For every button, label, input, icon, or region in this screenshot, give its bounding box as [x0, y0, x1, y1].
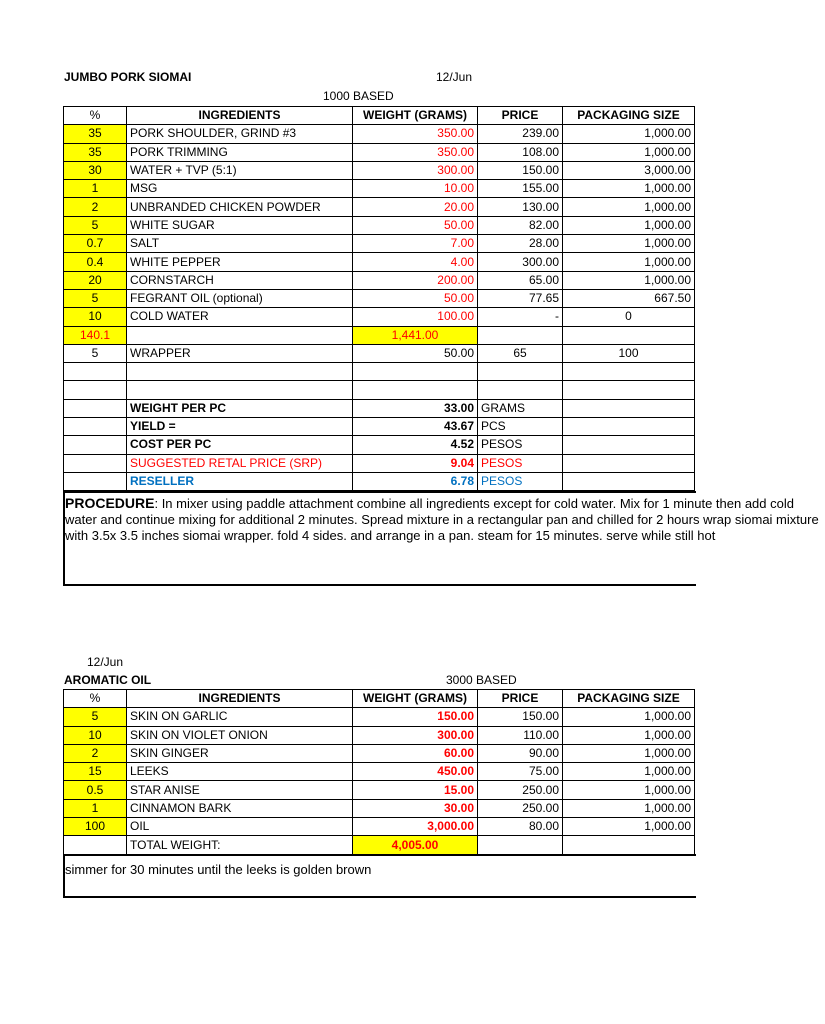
procedure-text: : In mixer using paddle attachment combine all ingredients except for cold water. Mix for 1 minute then add cold water and continue mixing for additional 2 minutes. Spread mixture in a rectangular pan and chilled for 2 hours wrap siomai mixture with 3.5x 3.5 inches siomai wrapper. fold 4 sides. and arrange in a pan. steam for 15 minutes. serve while still hot — [65, 496, 819, 543]
empty-cell[interactable] — [64, 381, 127, 399]
packaging-cell[interactable]: 1,000.00 — [563, 143, 695, 161]
header-weight[interactable]: WEIGHT (GRAMS) — [353, 107, 478, 125]
wrapper-weight-cell[interactable]: 50.00 — [353, 344, 478, 362]
ingredient-row — [64, 143, 695, 161]
ingredient-row — [64, 763, 695, 781]
ingredient-row — [64, 125, 695, 143]
empty-cell[interactable] — [563, 472, 695, 490]
pct-cell[interactable]: 10 — [64, 308, 127, 326]
packaging-cell[interactable]: 1,000.00 — [563, 708, 695, 726]
summary-value-cell[interactable]: 6.78 — [353, 472, 478, 490]
empty-cell[interactable] — [563, 836, 695, 854]
header-ingredients[interactable]: INGREDIENTS — [127, 107, 353, 125]
price-cell[interactable]: 90.00 — [478, 744, 563, 762]
ingredient-name-cell[interactable]: WHITE PEPPER — [127, 253, 353, 271]
ingredient-row — [64, 253, 695, 271]
packaging-cell[interactable]: 1,000.00 — [563, 216, 695, 234]
price-cell[interactable]: 75.00 — [478, 763, 563, 781]
pct-cell[interactable]: 1 — [64, 180, 127, 198]
aromatic-date: 12/Jun — [87, 655, 124, 669]
ingredient-row — [64, 708, 695, 726]
price-cell[interactable]: 239.00 — [478, 125, 563, 143]
summary-label-cell[interactable]: RESELLER — [127, 472, 353, 490]
ingredient-row — [64, 308, 695, 326]
packaging-cell[interactable]: 1,000.00 — [563, 763, 695, 781]
empty-cell[interactable] — [127, 326, 353, 344]
header-packaging[interactable]: PACKAGING SIZE — [563, 107, 695, 125]
summary-value-cell[interactable]: 9.04 — [353, 454, 478, 472]
pct-cell[interactable]: 10 — [64, 726, 127, 744]
weight-cell[interactable]: 450.00 — [353, 763, 478, 781]
pct-cell[interactable]: 5 — [64, 289, 127, 307]
siomai-procedure-box — [63, 491, 819, 586]
empty-cell[interactable] — [478, 836, 563, 854]
wrapper-name-cell[interactable]: WRAPPER — [127, 344, 353, 362]
header-pct[interactable]: % — [64, 690, 127, 708]
summary-label-cell[interactable]: SUGGESTED RETAL PRICE (SRP) — [127, 454, 353, 472]
empty-cell[interactable] — [353, 381, 478, 399]
empty-cell[interactable] — [563, 399, 695, 417]
pct-cell[interactable]: 20 — [64, 271, 127, 289]
empty-cell[interactable] — [563, 381, 695, 399]
recipe-title: JUMBO PORK SIOMAI — [64, 70, 192, 84]
summary-unit-cell[interactable]: GRAMS — [478, 399, 563, 417]
ingredient-row — [64, 781, 695, 799]
empty-cell[interactable] — [563, 363, 695, 381]
price-cell[interactable]: 80.00 — [478, 818, 563, 836]
header-pct[interactable]: % — [64, 107, 127, 125]
header-weight[interactable]: WEIGHT (GRAMS) — [353, 690, 478, 708]
empty-cell[interactable] — [563, 454, 695, 472]
summary-label-cell[interactable]: WEIGHT PER PC — [127, 399, 353, 417]
pct-cell[interactable]: 0.4 — [64, 253, 127, 271]
ingredient-name-cell[interactable]: UNBRANDED CHICKEN POWDER — [127, 198, 353, 216]
pct-cell[interactable]: 15 — [64, 763, 127, 781]
price-cell[interactable]: 28.00 — [478, 235, 563, 253]
price-cell[interactable]: 108.00 — [478, 143, 563, 161]
pct-cell[interactable]: 2 — [64, 744, 127, 762]
empty-cell[interactable] — [64, 472, 127, 490]
header-ingredients[interactable]: INGREDIENTS — [127, 690, 353, 708]
ingredient-name-cell[interactable]: OIL — [127, 818, 353, 836]
procedure-text: simmer for 30 minutes until the leeks is golden brown — [65, 862, 372, 877]
weight-cell[interactable]: 3,000.00 — [353, 818, 478, 836]
total-weight-cell[interactable]: 4,005.00 — [353, 836, 478, 854]
ingredient-name-cell[interactable]: PORK SHOULDER, GRIND #3 — [127, 125, 353, 143]
ingredient-row — [64, 235, 695, 253]
weight-cell[interactable]: 15.00 — [353, 781, 478, 799]
price-cell[interactable]: - — [478, 308, 563, 326]
price-cell[interactable]: 250.00 — [478, 781, 563, 799]
summary-label-cell[interactable]: COST PER PC — [127, 436, 353, 454]
price-cell[interactable]: 150.00 — [478, 161, 563, 179]
wrapper-pct-cell[interactable]: 5 — [64, 344, 127, 362]
price-cell[interactable]: 65.00 — [478, 271, 563, 289]
wrapper-pack-cell[interactable]: 100 — [563, 344, 695, 362]
pct-cell[interactable]: 5 — [64, 708, 127, 726]
weight-cell[interactable]: 100.00 — [353, 308, 478, 326]
summary-row — [64, 399, 695, 417]
pct-cell[interactable]: 0.7 — [64, 235, 127, 253]
ingredient-name-cell[interactable]: SKIN ON GARLIC — [127, 708, 353, 726]
weight-cell[interactable]: 300.00 — [353, 161, 478, 179]
empty-cell[interactable] — [478, 381, 563, 399]
weight-cell[interactable]: 20.00 — [353, 198, 478, 216]
header-packaging[interactable]: PACKAGING SIZE — [563, 690, 695, 708]
weight-cell[interactable]: 7.00 — [353, 235, 478, 253]
packaging-cell[interactable]: 1,000.00 — [563, 744, 695, 762]
ingredient-name-cell[interactable]: WHITE SUGAR — [127, 216, 353, 234]
weight-cell[interactable]: 300.00 — [353, 726, 478, 744]
price-cell[interactable]: 130.00 — [478, 198, 563, 216]
ingredient-name-cell[interactable]: FEGRANT OIL (optional) — [127, 289, 353, 307]
packaging-cell[interactable]: 1,000.00 — [563, 726, 695, 744]
ingredient-row — [64, 799, 695, 817]
aromatic-title: AROMATIC OIL — [64, 673, 152, 687]
ingredient-row — [64, 198, 695, 216]
blank-row — [64, 381, 695, 399]
wrapper-row — [64, 344, 695, 362]
ingredient-name-cell[interactable]: WATER + TVP (5:1) — [127, 161, 353, 179]
packaging-cell[interactable]: 3,000.00 — [563, 161, 695, 179]
pct-cell[interactable]: 2 — [64, 198, 127, 216]
ingredient-name-cell[interactable]: SKIN ON VIOLET ONION — [127, 726, 353, 744]
wrapper-price-cell[interactable]: 65 — [478, 344, 563, 362]
recipe-date: 12/Jun — [436, 70, 473, 84]
summary-value-cell[interactable]: 43.67 — [353, 418, 478, 436]
table-header-row — [64, 107, 695, 125]
empty-cell[interactable] — [64, 399, 127, 417]
summary-unit-cell[interactable]: PCS — [478, 418, 563, 436]
empty-cell[interactable] — [563, 418, 695, 436]
packaging-cell[interactable]: 1,000.00 — [563, 271, 695, 289]
pct-cell[interactable]: 35 — [64, 125, 127, 143]
weight-cell[interactable]: 350.00 — [353, 125, 478, 143]
weight-cell[interactable]: 50.00 — [353, 289, 478, 307]
empty-cell[interactable] — [127, 381, 353, 399]
ingredient-row — [64, 726, 695, 744]
empty-cell[interactable] — [563, 326, 695, 344]
empty-cell[interactable] — [353, 363, 478, 381]
header-price[interactable]: PRICE — [478, 690, 563, 708]
ingredient-name-cell[interactable]: CINNAMON BARK — [127, 799, 353, 817]
aromatic-ingredients-table — [63, 689, 695, 855]
weight-cell[interactable]: 150.00 — [353, 708, 478, 726]
pct-cell[interactable]: 0.5 — [64, 781, 127, 799]
packaging-cell[interactable]: 0 — [563, 308, 695, 326]
pct-cell[interactable]: 1 — [64, 799, 127, 817]
total-row — [64, 326, 695, 344]
ingredient-row — [64, 216, 695, 234]
empty-cell[interactable] — [563, 436, 695, 454]
empty-cell[interactable] — [127, 363, 353, 381]
weight-cell[interactable]: 50.00 — [353, 216, 478, 234]
total-pct-cell[interactable]: 140.1 — [64, 326, 127, 344]
summary-value-cell[interactable]: 33.00 — [353, 399, 478, 417]
summary-unit-cell[interactable]: PESOS — [478, 454, 563, 472]
pct-cell[interactable]: 30 — [64, 161, 127, 179]
recipe-basis: 1000 BASED — [323, 89, 394, 103]
ingredient-row — [64, 180, 695, 198]
empty-cell[interactable] — [64, 436, 127, 454]
weight-cell[interactable]: 60.00 — [353, 744, 478, 762]
ingredient-row — [64, 271, 695, 289]
empty-cell[interactable] — [64, 836, 127, 854]
empty-cell[interactable] — [478, 326, 563, 344]
weight-cell[interactable]: 350.00 — [353, 143, 478, 161]
pct-cell[interactable]: 100 — [64, 818, 127, 836]
price-cell[interactable]: 110.00 — [478, 726, 563, 744]
packaging-cell[interactable]: 1,000.00 — [563, 180, 695, 198]
ingredient-name-cell[interactable]: PORK TRIMMING — [127, 143, 353, 161]
packaging-cell[interactable]: 1,000.00 — [563, 799, 695, 817]
summary-unit-cell[interactable]: PESOS — [478, 472, 563, 490]
ingredient-row — [64, 818, 695, 836]
pct-cell[interactable]: 35 — [64, 143, 127, 161]
summary-row — [64, 418, 695, 436]
packaging-cell[interactable]: 667.50 — [563, 289, 695, 307]
ingredient-row — [64, 161, 695, 179]
summary-unit-cell[interactable]: PESOS — [478, 436, 563, 454]
pct-cell[interactable]: 5 — [64, 216, 127, 234]
blank-row — [64, 363, 695, 381]
ingredient-name-cell[interactable]: SALT — [127, 235, 353, 253]
summary-row — [64, 436, 695, 454]
ingredient-name-cell[interactable]: STAR ANISE — [127, 781, 353, 799]
packaging-cell[interactable]: 1,000.00 — [563, 818, 695, 836]
header-price[interactable]: PRICE — [478, 107, 563, 125]
weight-cell[interactable]: 4.00 — [353, 253, 478, 271]
price-cell[interactable]: 155.00 — [478, 180, 563, 198]
packaging-cell[interactable]: 1,000.00 — [563, 125, 695, 143]
ingredient-name-cell[interactable]: LEEKS — [127, 763, 353, 781]
summary-label-cell[interactable]: YIELD = — [127, 418, 353, 436]
packaging-cell[interactable]: 1,000.00 — [563, 253, 695, 271]
summary-row — [64, 472, 695, 490]
total-label-cell[interactable]: TOTAL WEIGHT: — [127, 836, 353, 854]
price-cell[interactable]: 300.00 — [478, 253, 563, 271]
packaging-cell[interactable]: 1,000.00 — [563, 235, 695, 253]
summary-row — [64, 454, 695, 472]
packaging-cell[interactable]: 1,000.00 — [563, 781, 695, 799]
ingredient-name-cell[interactable]: SKIN GINGER — [127, 744, 353, 762]
summary-value-cell[interactable]: 4.52 — [353, 436, 478, 454]
price-cell[interactable]: 250.00 — [478, 799, 563, 817]
price-cell[interactable]: 77.65 — [478, 289, 563, 307]
packaging-cell[interactable]: 1,000.00 — [563, 198, 695, 216]
siomai-ingredients-table — [63, 106, 695, 491]
weight-cell[interactable]: 10.00 — [353, 180, 478, 198]
price-cell[interactable]: 82.00 — [478, 216, 563, 234]
weight-cell[interactable]: 30.00 — [353, 799, 478, 817]
ingredient-row — [64, 289, 695, 307]
empty-cell[interactable] — [64, 454, 127, 472]
aromatic-basis: 3000 BASED — [446, 673, 517, 687]
ingredient-name-cell[interactable]: COLD WATER — [127, 308, 353, 326]
ingredient-row — [64, 744, 695, 762]
procedure-label: PROCEDURE — [65, 495, 155, 511]
total-row — [64, 836, 695, 854]
table-header-row — [64, 690, 695, 708]
empty-cell[interactable] — [478, 363, 563, 381]
total-weight-cell[interactable]: 1,441.00 — [353, 326, 478, 344]
empty-cell[interactable] — [64, 418, 127, 436]
ingredient-name-cell[interactable]: CORNSTARCH — [127, 271, 353, 289]
price-cell[interactable]: 150.00 — [478, 708, 563, 726]
aromatic-procedure-box — [63, 854, 696, 898]
weight-cell[interactable]: 200.00 — [353, 271, 478, 289]
empty-cell[interactable] — [64, 363, 127, 381]
ingredient-name-cell[interactable]: MSG — [127, 180, 353, 198]
